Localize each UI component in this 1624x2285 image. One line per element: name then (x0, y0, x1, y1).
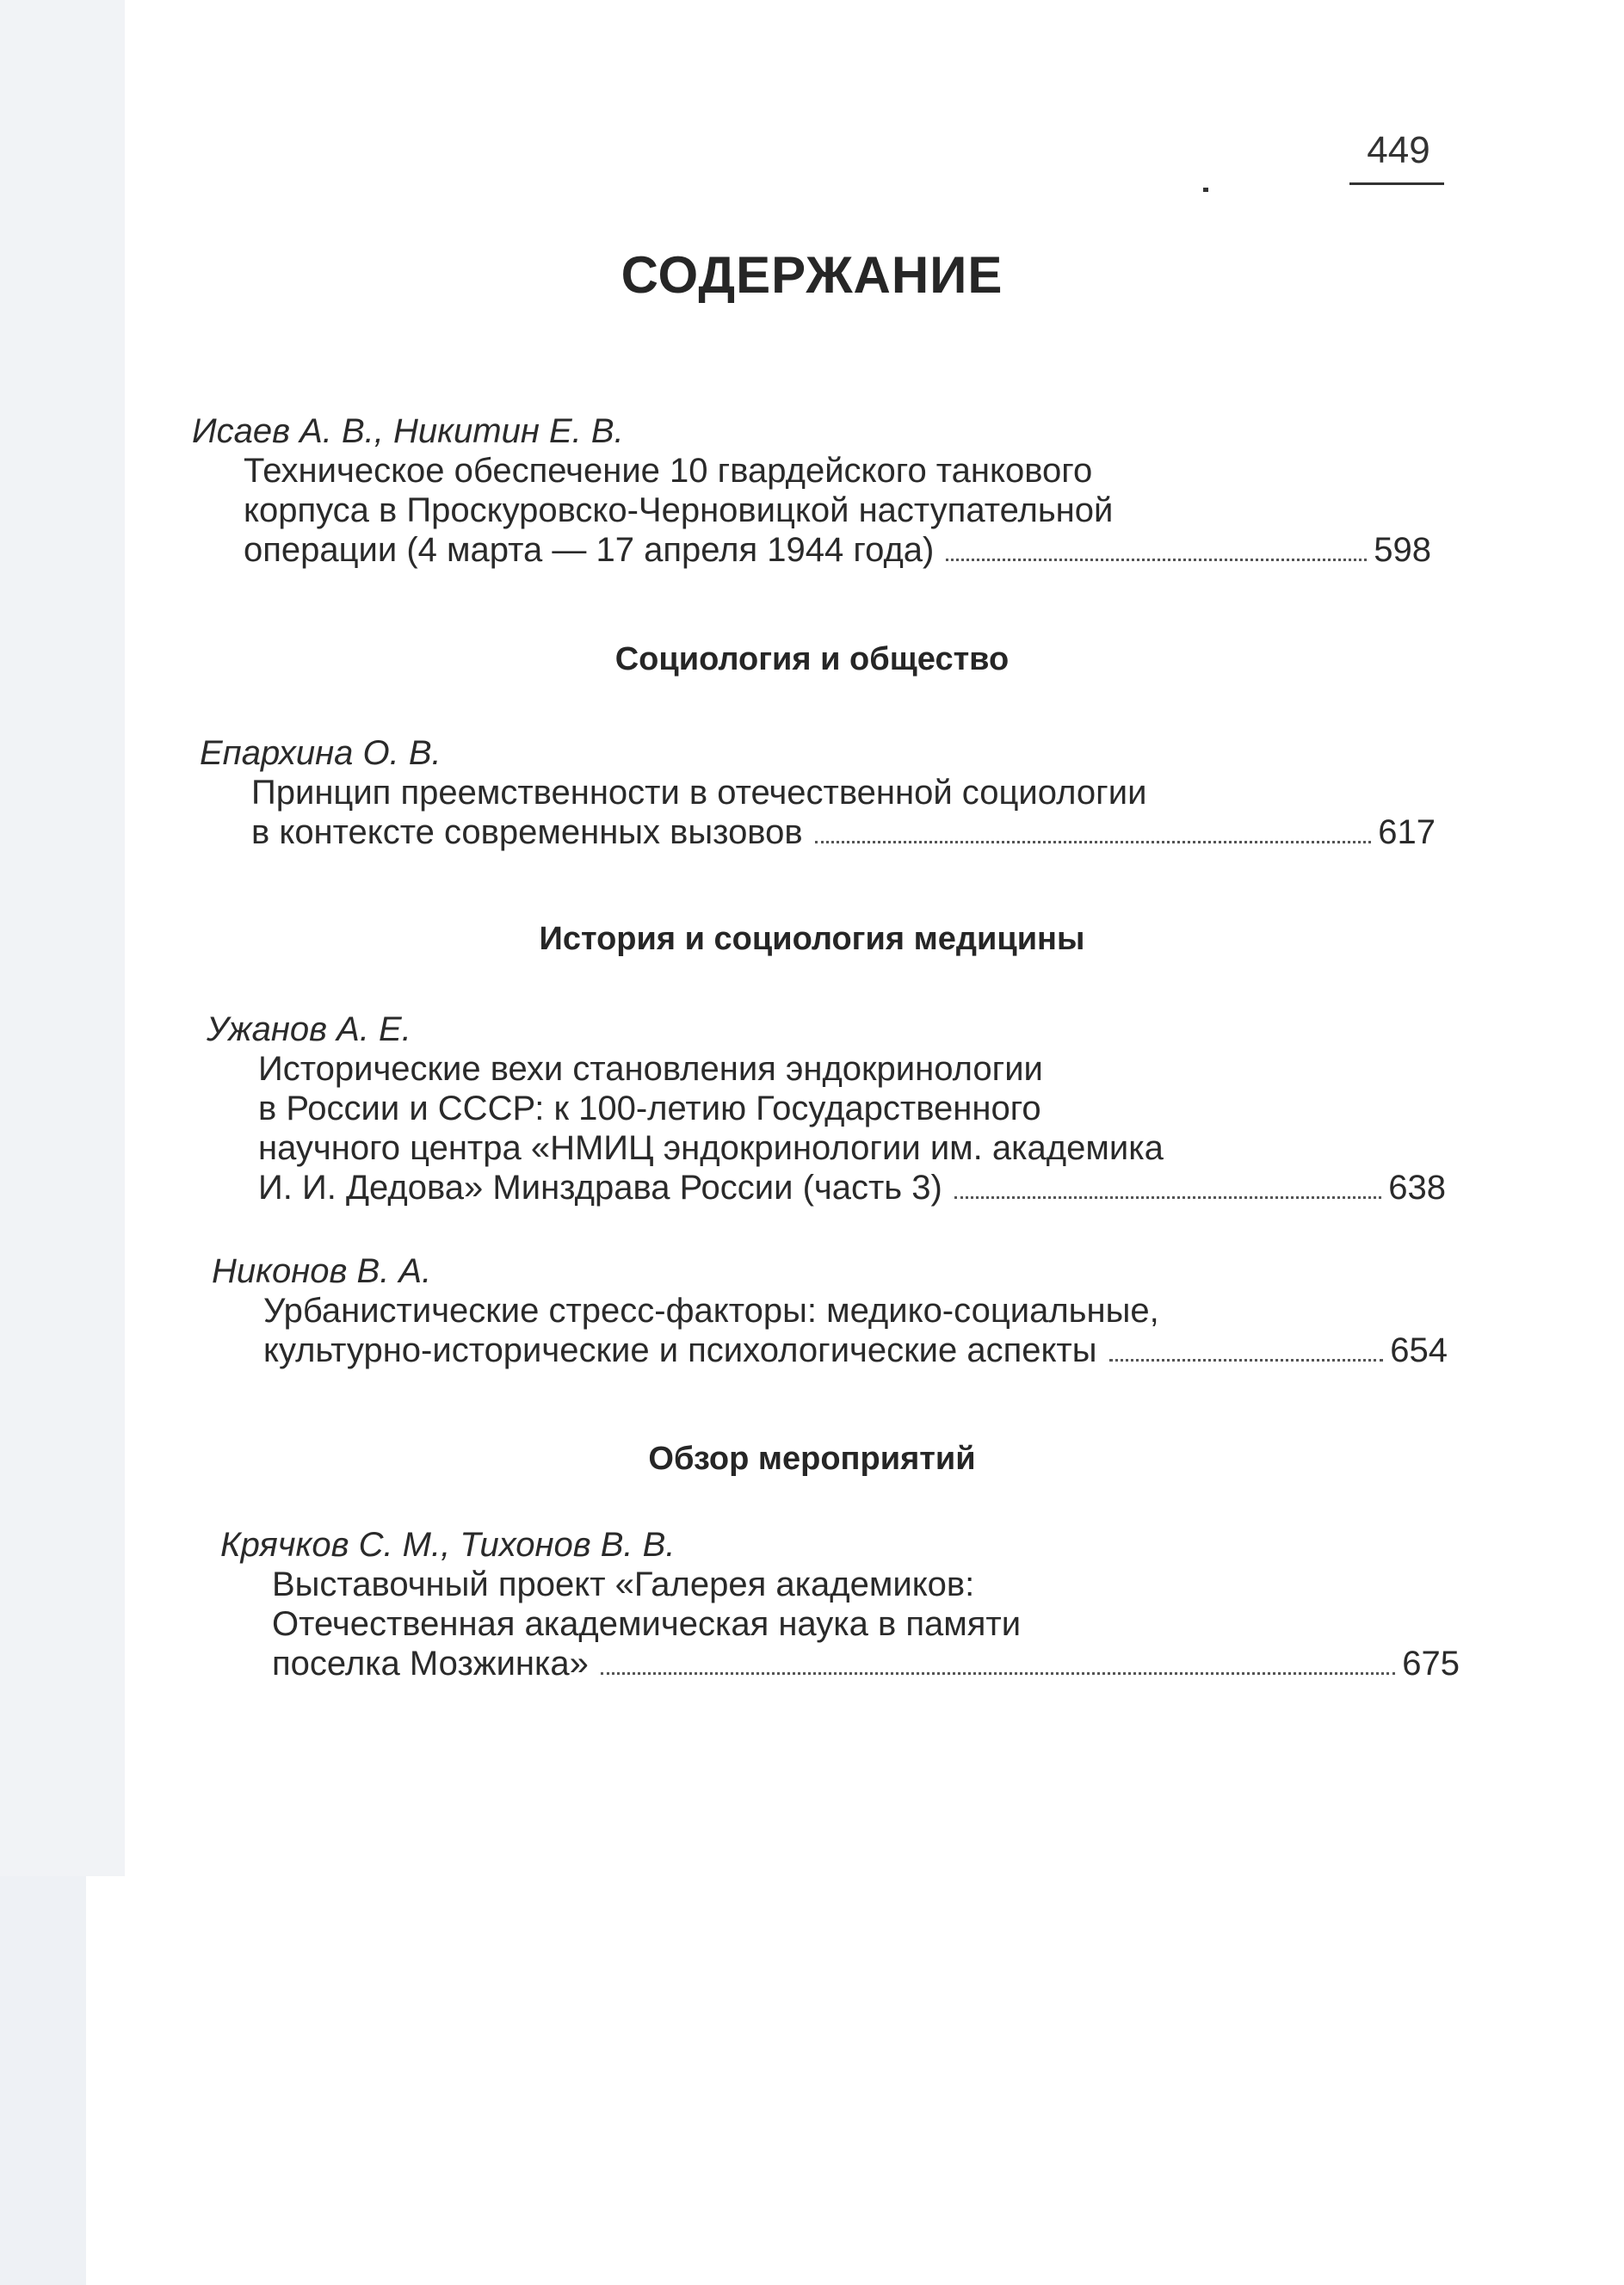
entry-title-line (263, 1291, 1448, 1331)
entry-author: Крячков С. М., Тихонов В. В. (220, 1526, 676, 1564)
toc-entry (220, 1525, 1460, 1683)
page-number-underline (1349, 182, 1444, 185)
entry-page: 675 (1402, 1645, 1460, 1683)
entry-page: 654 (1390, 1331, 1448, 1369)
section-heading: Обзор мероприятий (648, 1441, 976, 1477)
entry-title-text: в контексте современных вызовов (251, 813, 803, 851)
entry-author: Исаев А. В., Никитин Е. В. (192, 412, 624, 450)
scan-margin (0, 1876, 86, 2285)
dot-leader (815, 841, 1372, 843)
entry-title-text: культурно-исторические и психологические аспекты (263, 1331, 1097, 1369)
entry-title-text: Принцип преемственности в отечественной социологии (251, 774, 1147, 812)
entry-title-text: корпуса в Проскуровско-Черновицкой наступательной (244, 491, 1114, 529)
entry-author: Никонов В. А. (212, 1252, 432, 1290)
entry-author: Епархина О. В. (200, 734, 442, 772)
entry-title-text: Техническое обеспечение 10 гвардейского танкового (244, 452, 1093, 490)
page-title: СОДЕРЖАНИЕ (621, 246, 1003, 304)
section-heading: История и социология медицины (539, 921, 1085, 957)
dot-leader (954, 1196, 1381, 1199)
entry-title-text: Выставочный проект «Галерея академиков: (272, 1566, 975, 1603)
entry-author: Ужанов А. Е. (207, 1010, 411, 1048)
entry-title-text: в России и СССР: к 100-летию Государственного (258, 1090, 1041, 1127)
entry-title-text: Урбанистические стресс-факторы: медико-социальные, (263, 1292, 1159, 1330)
entry-title-line (258, 1128, 1446, 1168)
entry-title-line (272, 1604, 1460, 1644)
entry-title-line (244, 491, 1431, 530)
dot-leader (946, 559, 1367, 561)
entry-title-line (258, 1089, 1446, 1128)
entry-page: 638 (1388, 1169, 1446, 1207)
entry-title-text: научного центра «НМИЦ эндокринологии им. академика (258, 1129, 1164, 1167)
entry-title-text: операции (4 марта — 17 апреля 1944 года) (244, 531, 935, 569)
entry-page: 598 (1374, 531, 1431, 569)
entry-title-line (244, 451, 1431, 491)
entry-title-text: Исторические вехи становления эндокринологии (258, 1050, 1043, 1088)
entry-title-text: Отечественная академическая наука в памяти (272, 1605, 1022, 1643)
dot-leader (1109, 1359, 1384, 1362)
entry-title-line (251, 812, 1436, 852)
toc-entry (192, 411, 1431, 570)
entry-title-line (258, 1049, 1446, 1089)
toc-entry (212, 1251, 1448, 1370)
toc-entry (207, 1010, 1446, 1207)
entry-title-line (272, 1644, 1460, 1683)
entry-title-text: поселка Мозжинка» (272, 1645, 589, 1683)
entry-title-line (258, 1168, 1446, 1207)
print-mark (1203, 188, 1208, 192)
dot-leader (601, 1672, 1395, 1675)
entry-title-line (263, 1331, 1448, 1370)
toc-entry (200, 733, 1436, 852)
entry-title-text: И. И. Дедова» Минздрава России (часть 3) (258, 1169, 942, 1207)
entry-title-line (244, 530, 1431, 570)
entry-title-line (272, 1565, 1460, 1604)
entry-title-line (251, 773, 1436, 812)
entry-page: 617 (1378, 813, 1436, 851)
page-number: 449 (1367, 129, 1430, 171)
section-heading: Социология и общество (614, 641, 1010, 677)
